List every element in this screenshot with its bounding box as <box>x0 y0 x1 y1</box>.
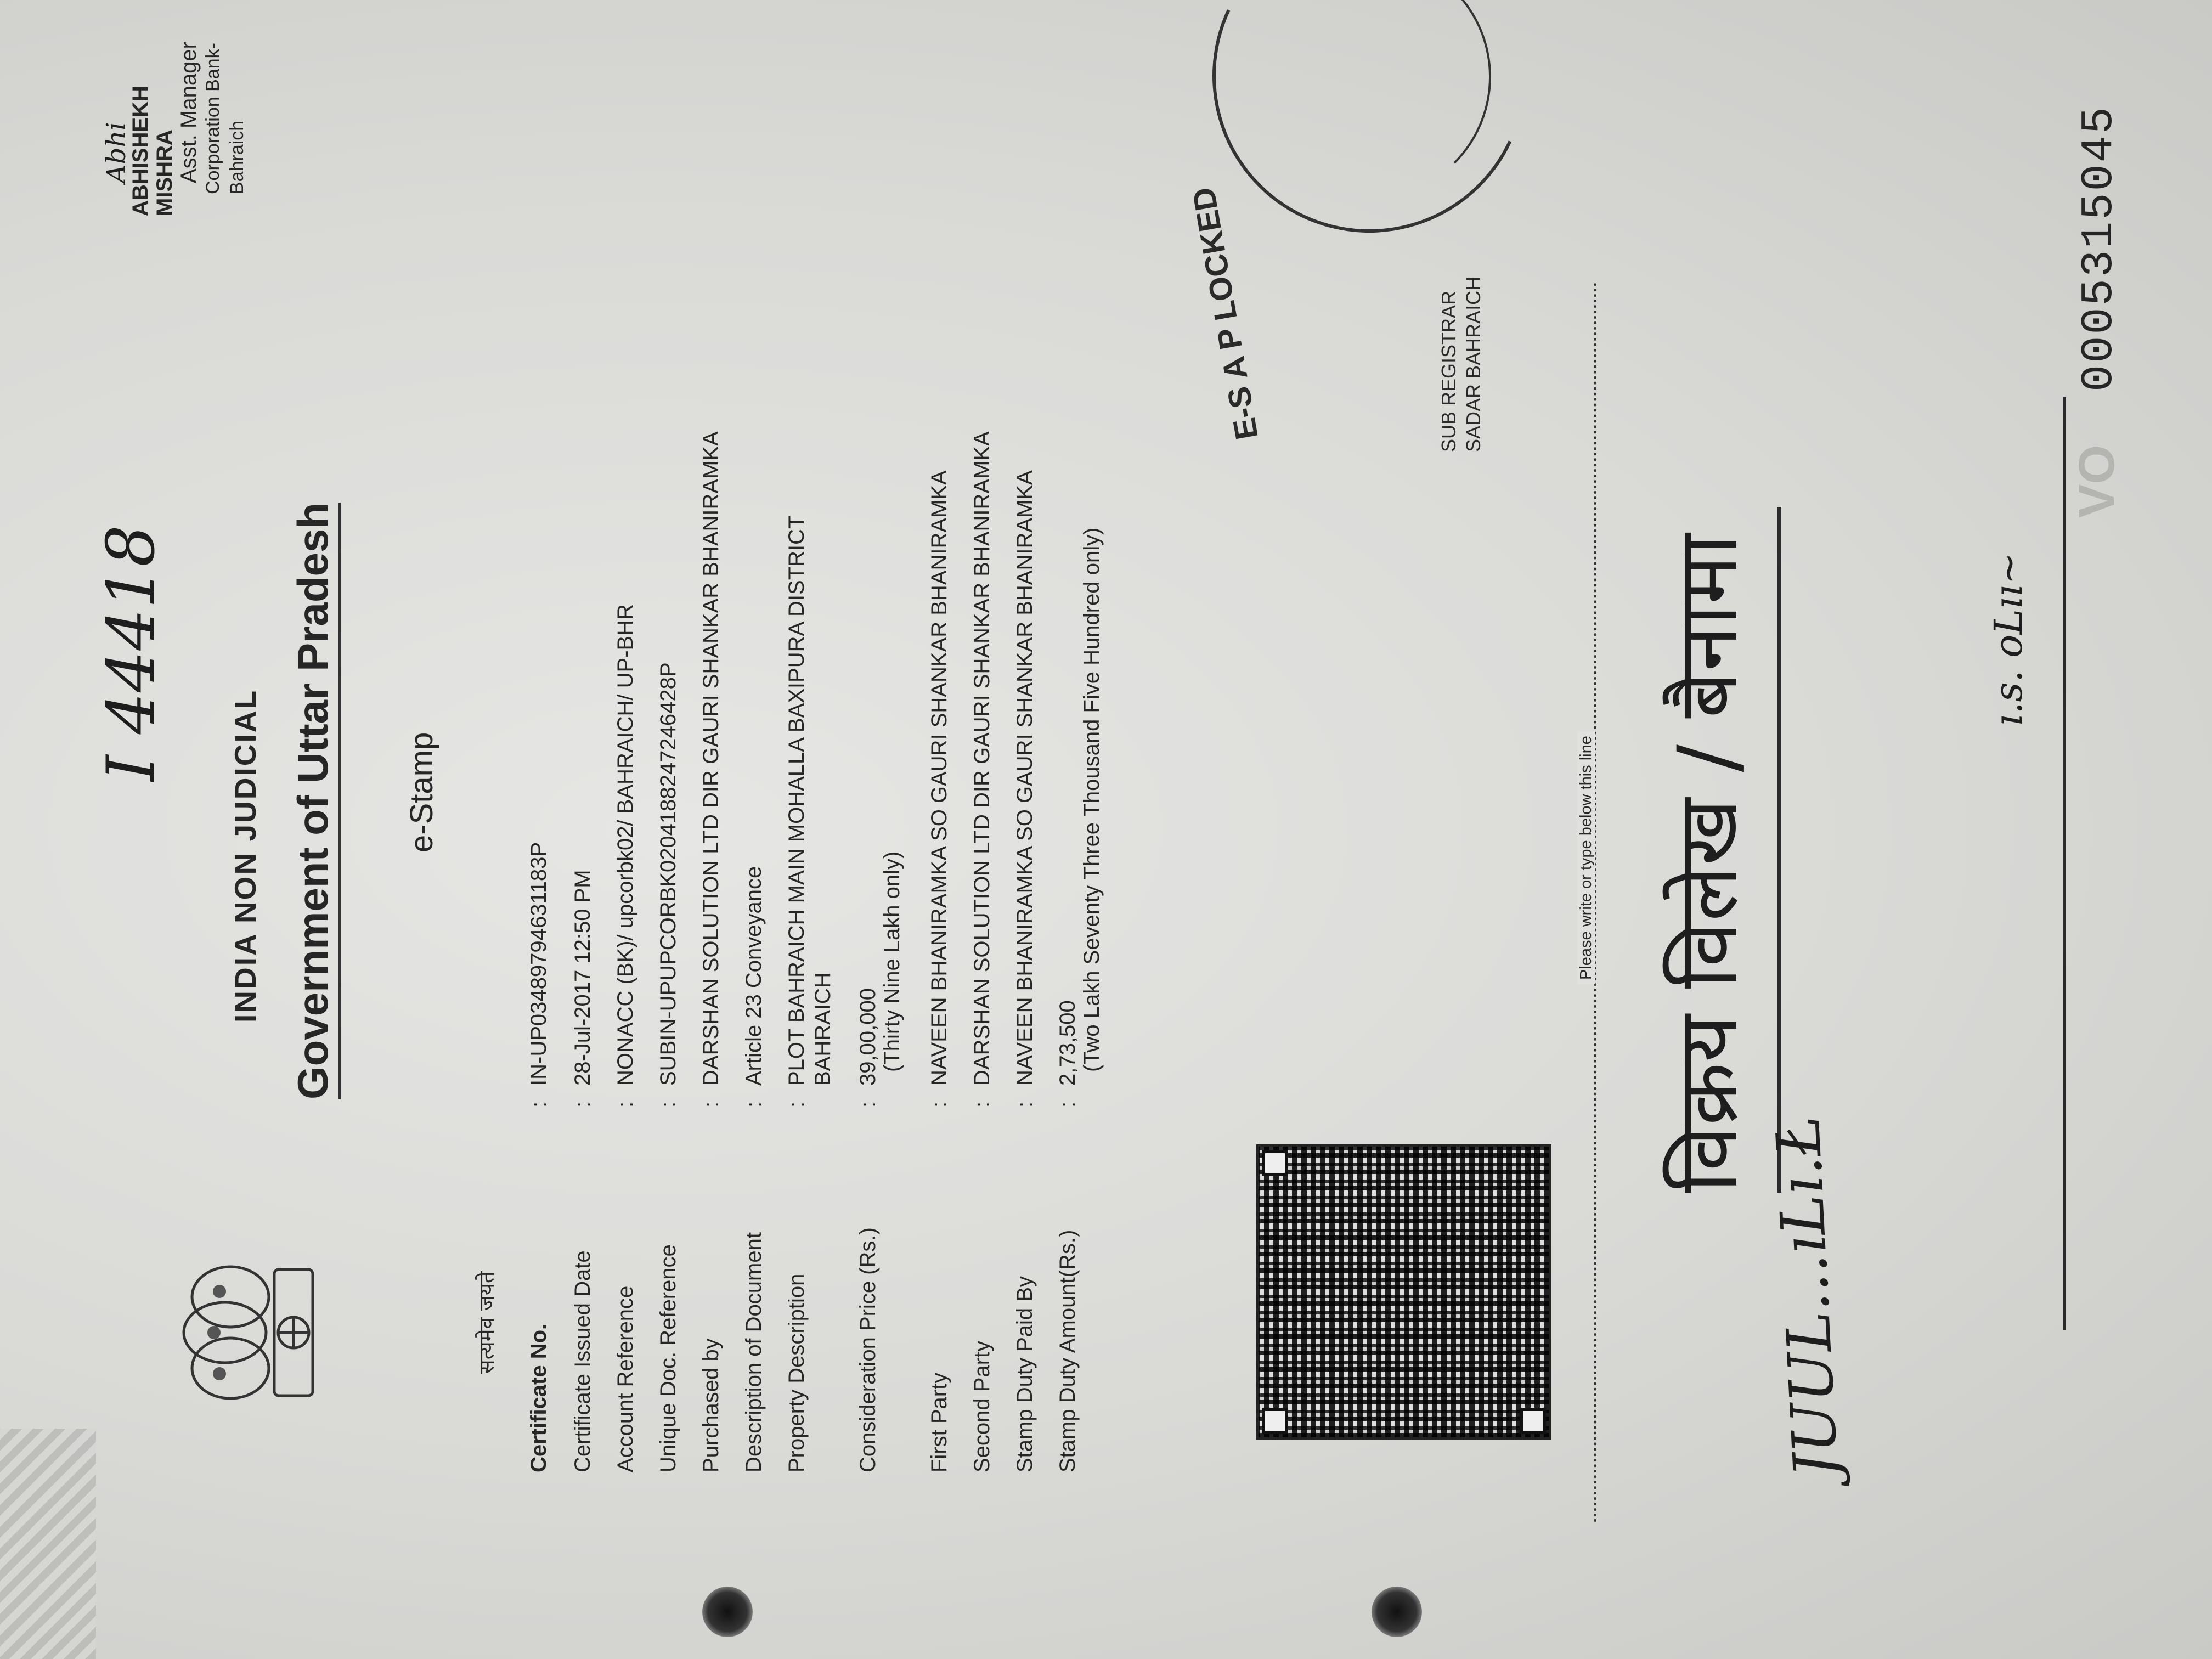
value-duty-amount: 2,73,500 <box>1056 1000 1080 1086</box>
officer-name: ABHISHEKH MISHRA <box>128 86 177 216</box>
title-estamp: e-Stamp <box>404 732 439 853</box>
label-issued-date: Certificate Issued Date <box>571 1250 595 1472</box>
colon: : <box>571 1101 595 1108</box>
national-emblem-icon <box>181 1259 335 1407</box>
serial-number: 0005315045 <box>2074 105 2125 392</box>
emblem-motto: सत्यमेव जयते <box>475 1271 499 1374</box>
value-description: Article 23 Conveyance <box>742 866 766 1086</box>
signature-line <box>2063 397 2066 1330</box>
value-second-party: DARSHAN SOLUTION LTD DIR GAURI SHANKAR BHANIRAMKA <box>970 431 994 1086</box>
label-duty-amount: Stamp Duty Amount(Rs.) <box>1056 1229 1080 1472</box>
colon: : <box>656 1101 680 1108</box>
colon: : <box>785 1101 809 1108</box>
label-duty-paid-by: Stamp Duty Paid By <box>1013 1276 1037 1472</box>
value-account-reference: NONACC (BK)/ upcorbk02/ BAHRAICH/ UP-BHR <box>613 604 637 1086</box>
handwritten-number: I 44418 <box>93 524 170 781</box>
value-duty-paid-by: NAVEEN BHANIRAMKA SO GAURI SHANKAR BHANIRAMKA <box>1013 470 1037 1086</box>
value-duty-amount-words: (Two Lakh Seventy Three Thousand Five Hundred only) <box>1080 527 1104 1072</box>
label-description: Description of Document <box>742 1232 766 1472</box>
colon: : <box>927 1101 951 1108</box>
colon: : <box>613 1101 637 1108</box>
value-issued-date: 28-Jul-2017 12:50 PM <box>571 870 595 1086</box>
label-property: Property Description <box>785 1273 809 1472</box>
label-consideration: Consideration Price (Rs.) <box>856 1227 880 1472</box>
qr-finder <box>1262 1150 1288 1176</box>
punch-hole <box>1372 1587 1422 1637</box>
title-underline <box>1778 507 1781 1193</box>
label-account-reference: Account Reference <box>613 1285 637 1472</box>
colon: : <box>1056 1101 1080 1108</box>
value-consideration-words: (Thirty Nine Lakh only) <box>880 851 904 1072</box>
initials: ı.s. oLıı~ <box>1986 552 2031 726</box>
locked-stamp-text: E-S A P LOCKED <box>1186 184 1265 443</box>
colon: : <box>1013 1101 1037 1108</box>
decorative-border <box>0 1429 96 1659</box>
write-below-label: Please write or type below this line <box>1577 731 1595 984</box>
label-first-party: First Party <box>927 1372 951 1472</box>
signature: JUUL...ıLı.Ł <box>1762 1114 1852 1480</box>
value-consideration: 39,00,000 <box>856 988 880 1086</box>
colon: : <box>742 1101 766 1108</box>
officer-stamp <box>101 0 249 216</box>
label-purchased-by: Purchased by <box>699 1338 723 1472</box>
sadar-text: SADAR BAHRAICH <box>1462 276 1485 452</box>
title-india-non-judicial: INDIA NON JUDICIAL <box>228 689 262 1023</box>
qr-code <box>1256 1144 1551 1440</box>
qr-finder <box>1262 1408 1288 1434</box>
colon: : <box>527 1101 551 1108</box>
officer-bank: Corporation Bank-Bahraich <box>202 43 247 194</box>
title-government: Government of Uttar Pradesh <box>288 503 341 1099</box>
colon: : <box>970 1101 994 1108</box>
watermark: VO <box>2069 445 2125 518</box>
value-property-line2: BAHRAICH <box>811 972 835 1086</box>
colon: : <box>856 1101 880 1108</box>
label-certificate-no: Certificate No. <box>527 1323 551 1472</box>
officer-signature: Abhi <box>101 122 132 183</box>
value-purchased-by: DARSHAN SOLUTION LTD DIR GAURI SHANKAR BHANIRAMKA <box>699 431 723 1086</box>
value-unique-doc: SUBIN-UPUPCORBK02041882472​46428P <box>656 662 680 1086</box>
punch-hole <box>702 1587 753 1637</box>
colon: : <box>699 1101 723 1108</box>
value-first-party: NAVEEN BHANIRAMKA SO GAURI SHANKAR BHANIRAMKA <box>927 470 951 1086</box>
value-certificate-no: IN-UP03489794631183P <box>527 842 551 1086</box>
handwritten-title: विक्रय विलेख / बैनामा <box>1661 534 1756 1193</box>
value-property: PLOT BAHRAICH MAIN MOHALLA BAXIPURA DISTRICT <box>785 515 809 1086</box>
label-unique-doc: Unique Doc. Reference <box>656 1244 680 1472</box>
qr-finder <box>1520 1408 1546 1434</box>
label-second-party: Second Party <box>970 1340 994 1472</box>
officer-designation: Asst. Manager <box>177 42 201 183</box>
sub-registrar-text: SUB REGISTRAR <box>1437 290 1460 452</box>
